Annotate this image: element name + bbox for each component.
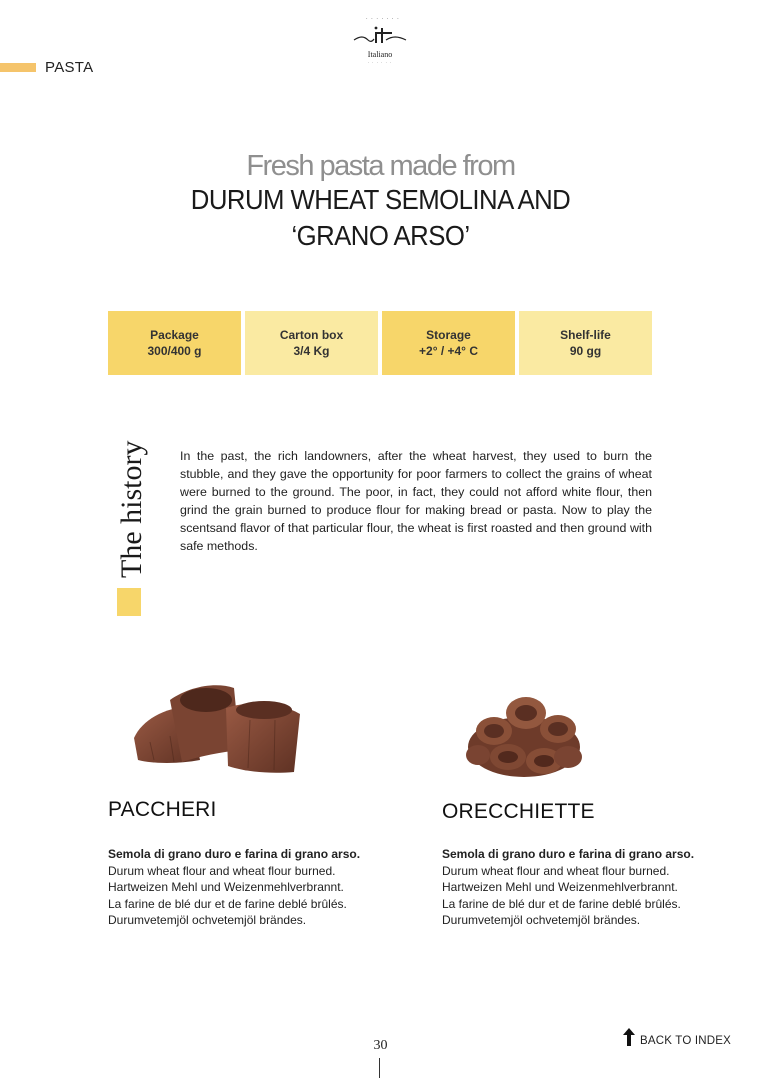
logo-stars-decoration: · · · · · · · bbox=[366, 16, 400, 22]
info-label: Shelf-life bbox=[560, 328, 611, 342]
history-text: In the past, the rich landowners, after the wheat harvest, they used to burn the stubble, and they gave the opportunity for poor farmers to collect the grains of wheat were burned to the ground. The poor, in fact, they could not afford white flour, then grind the grain burned to produce flour for making bread or pasta. Now to play the scentsand flavor of that particular flour, the wheat is first roasted and then ground with safe methods. bbox=[180, 449, 652, 553]
info-label: Carton box bbox=[279, 328, 344, 342]
desc-line: Durum wheat flour and wheat flour burned. bbox=[442, 863, 670, 878]
desc-line: Hartweizen Mehl und Weizenmehlverbrannt. bbox=[108, 880, 344, 894]
page-number-line bbox=[379, 1058, 380, 1078]
product-name-paccheri: PACCHERI bbox=[108, 798, 217, 821]
info-box-storage bbox=[382, 311, 515, 375]
page-number: 30 bbox=[373, 1038, 388, 1053]
back-to-index-label: BACK TO INDEX bbox=[640, 1035, 732, 1047]
product-info-row bbox=[108, 311, 652, 375]
brand-logo bbox=[352, 14, 408, 70]
title-line-2: ‘GRANO ARSO’ bbox=[291, 220, 470, 251]
info-value: 300/400 g bbox=[147, 344, 202, 358]
desc-line: Durum wheat flour and wheat flour burned. bbox=[108, 863, 336, 878]
title-pre: Fresh pasta made from bbox=[246, 150, 515, 182]
it-script-logo-icon bbox=[352, 24, 408, 48]
desc-line: La farine de blé dur et de farine deblé brûlés. bbox=[108, 896, 347, 911]
info-label: Storage bbox=[426, 328, 471, 342]
logo-brand-text: Italiano bbox=[367, 50, 393, 59]
desc-line: Durumvetemjöl ochvetemjöl brändes. bbox=[108, 913, 307, 927]
history-heading-text: The history bbox=[115, 440, 148, 578]
desc-line: Hartweizen Mehl und Weizenmehlverbrannt. bbox=[442, 880, 678, 894]
history-accent-block bbox=[117, 588, 141, 616]
paccheri-photo bbox=[130, 680, 306, 780]
logo-subline-decoration: · · · · · · bbox=[367, 60, 393, 65]
desc-line: La farine de blé dur et de farine deblé brûlés. bbox=[442, 896, 681, 911]
info-label: Package bbox=[150, 328, 199, 342]
section-tag-bar bbox=[0, 63, 36, 72]
desc-line: Semola di grano duro e farina di grano arso. bbox=[442, 847, 695, 861]
history-heading bbox=[112, 426, 152, 578]
info-value: 3/4 Kg bbox=[293, 344, 330, 358]
section-tag-label: PASTA bbox=[45, 58, 94, 76]
desc-line: Durumvetemjöl ochvetemjöl brändes. bbox=[442, 913, 641, 927]
product-desc-orecchiette bbox=[442, 846, 694, 929]
info-box-package bbox=[108, 311, 241, 375]
section-tag bbox=[0, 58, 93, 76]
arrow-up-icon bbox=[622, 1027, 636, 1047]
product-name-orecchiette: ORECCHIETTE bbox=[442, 800, 595, 823]
info-value: +2° / +4° C bbox=[419, 344, 478, 358]
product-desc-paccheri bbox=[108, 846, 360, 929]
title-line-1: DURUM WHEAT SEMOLINA AND bbox=[190, 184, 571, 215]
info-box-carton bbox=[245, 311, 378, 375]
orecchiette-photo bbox=[464, 683, 588, 783]
info-value: 90 gg bbox=[569, 344, 602, 358]
info-box-shelf-life bbox=[519, 311, 652, 375]
desc-line: Semola di grano duro e farina di grano arso. bbox=[108, 847, 361, 861]
back-to-index-link[interactable] bbox=[622, 1027, 731, 1047]
